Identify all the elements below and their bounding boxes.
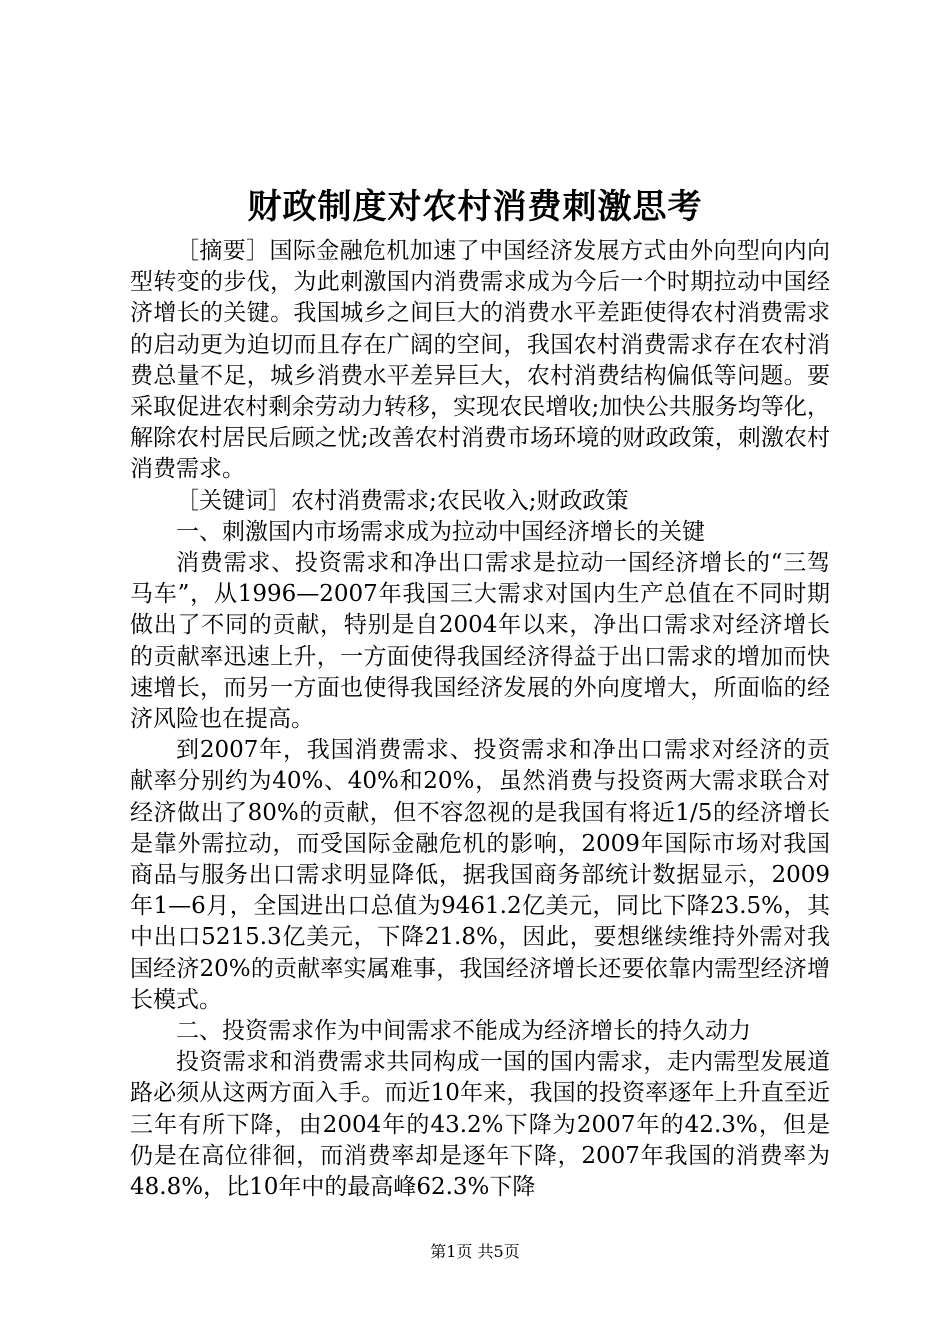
body-paragraph: 投资需求和消费需求共同构成一国的国内需求，走内需型发展道路必须从这两方面入手。而近10年来，我国的投资率逐年上升直至近三年有所下降，由2004年的43.2%下降为2007年的42.3%，但是仍是在高位徘徊，而消费率却是逐年下降，2007年我国的消费率为48.8%，比10年中的最高峰62.3%下降 xyxy=(130,1049,830,1201)
section-heading-2: 二、投资需求作为中间需求不能成为经济增长的持久动力 xyxy=(176,1018,751,1045)
keywords-paragraph: ［关键词］农村消费需求;农民收入;财政政策 xyxy=(176,487,629,514)
page-title: 财政制度对农村消费刺激思考 xyxy=(247,187,703,227)
body-paragraph: 消费需求、投资需求和净出口需求是拉动一国经济增长的“三驾马车”，从1996—2007年我国三大需求对国内生产总值在不同时期做出了不同的贡献，特别是自2004年以来，净出口需求对经济增长的贡献率迅速上升，一方面使得我国经济得益于出口需求的增加而快速增长，而另一方面也使得我国经济发展的外向度增大，所面临的经济风险也在提高。 xyxy=(130,550,830,733)
page-footer: 第1页 共5页 xyxy=(430,1242,520,1261)
abstract-paragraph: ［摘要］国际金融危机加速了中国经济发展方式由外向型向内向型转变的步伐，为此刺激国内消费需求成为今后一个时期拉动中国经济增长的关键。我国城乡之间巨大的消费水平差距使得农村消费需求的启动更为迫切而且存在广阔的空间，我国农村消费需求存在农村消费总量不足，城乡消费水平差异巨大，农村消费结构偏低等问题。要采取促进农村剩余劳动力转移，实现农民增收;加快公共服务均等化，解除农村居民后顾之忧;改善农村消费市场环境的财政政策，刺激农村消费需求。 xyxy=(130,238,830,483)
body-paragraph: 到2007年，我国消费需求、投资需求和净出口需求对经济的贡献率分别约为40%、40%和20%，虽然消费与投资两大需求联合对经济做出了80%的贡献，但不容忽视的是我国有将近1/5的经济增长是靠外需拉动，而受国际金融危机的影响，2009年国际市场对我国商品与服务出口需求明显降低，据我国商务部统计数据显示，2009年1—6月，全国进出口总值为9461.2亿美元，同比下降23.5%，其中出口5215.3亿美元，下降21.8%，因此，要想继续维持外需对我国经济20%的贡献率实属难事，我国经济增长还要依靠内需型经济增长模式。 xyxy=(130,737,830,1013)
article-body xyxy=(130,236,830,1203)
section-heading-1: 一、刺激国内市场需求成为拉动中国经济增长的关键 xyxy=(176,518,705,545)
